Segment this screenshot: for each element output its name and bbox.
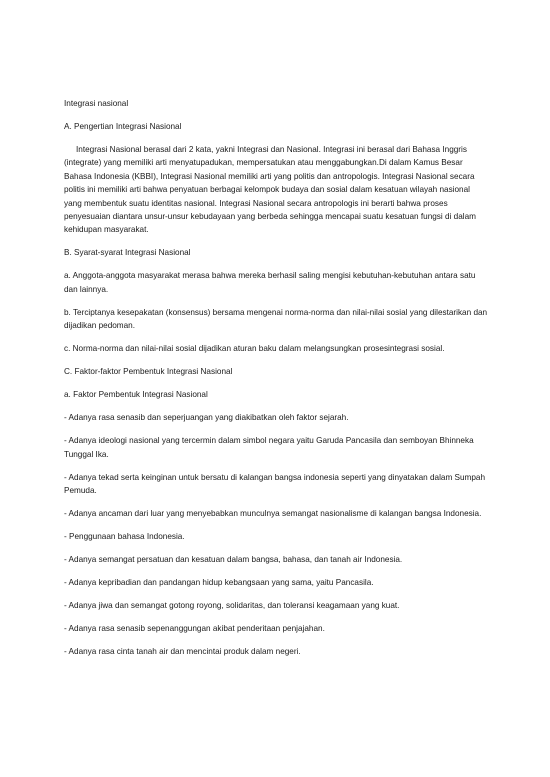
section-c-item: - Adanya rasa cinta tanah air dan mencintai produk dalam negeri. (64, 647, 301, 657)
section-b-heading: B. Syarat-syarat Integrasi Nasional (64, 248, 191, 258)
section-c-item: - Penggunaan bahasa Indonesia. (64, 532, 185, 542)
document-body (64, 97, 488, 668)
section-b-item: c. Norma-norma dan nilai-nilai sosial dijadikan aturan baku dalam melangsungkan prosesintegrasi sosial. (64, 344, 445, 354)
section-c-item: - Adanya ideologi nasional yang tercermin dalam simbol negara yaitu Garuda Pancasila dan semboyan Bhinneka Tunggal Ika. (64, 436, 474, 459)
section-c-item: - Adanya kepribadian dan pandangan hidup kebangsaan yang sama, yaitu Pancasila. (64, 578, 374, 588)
section-a-paragraph: Integrasi Nasional berasal dari 2 kata, yakni Integrasi dan Nasional. Integrasi ini berasal dari Bahasa Inggris (integrate) yang memiliki arti menyatupadukan, mempersatukan atau menggabungkan.Di dalam Kamus Besar Bahasa Indonesia (KBBI), Integrasi Nasional memiliki arti yang politis dan antropologis. Integrasi Nasional secara politis ini memiliki arti bahwa penyatuan berbagai kelompok budaya dan sosial dalam kesatuan wilayah nasional yang membentuk suatu identitas nasional. Integrasi Nasional secara antropologis ini berarti bahwa proses penyesuaian diantara unsur-unsur kebudayaan yang berbeda sehingga mencapai suatu kesatuan fungsi di dalam kehidupan masyarakat. (64, 145, 476, 235)
section-c-heading: C. Faktor-faktor Pembentuk Integrasi Nasional (64, 367, 233, 377)
section-c-subheading: a. Faktor Pembentuk Integrasi Nasional (64, 390, 208, 400)
section-c-item: - Adanya rasa senasib dan seperjuangan yang diakibatkan oleh faktor sejarah. (64, 413, 349, 423)
section-a-heading: A. Pengertian Integrasi Nasional (64, 122, 182, 131)
section-b-item: b. Terciptanya kesepakatan (konsensus) bersama mengenai norma-norma dan nilai-nilai sosial yang dilestarikan dan dijadikan pedoman. (64, 307, 488, 331)
section-c-item: - Adanya ancaman dari luar yang menyebabkan munculnya semangat nasionalisme di kalangan bangsa Indonesia. (64, 509, 482, 519)
section-c-item: - Adanya rasa senasib sepenanggungan akibat penderitaan penjajahan. (64, 624, 325, 634)
section-c-item: - Adanya tekad serta keinginan untuk bersatu di kalangan bangsa indonesia seperti yang dinyatakan dalam Sumpah Pemuda. (64, 472, 486, 496)
section-c-item: - Adanya semangat persatuan dan kesatuan dalam bangsa, bahasa, dan tanah air Indonesia. (64, 555, 403, 565)
document-title: Integrasi nasional (64, 99, 129, 108)
section-c-item: - Adanya jiwa dan semangat gotong royong, solidaritas, dan toleransi keagamaan yang kuat. (64, 601, 400, 611)
section-b-item: a. Anggota-anggota masyarakat merasa bahwa mereka berhasil saling mengisi kebutuhan-kebutuhan antara satu dan lainnya. (64, 271, 476, 294)
